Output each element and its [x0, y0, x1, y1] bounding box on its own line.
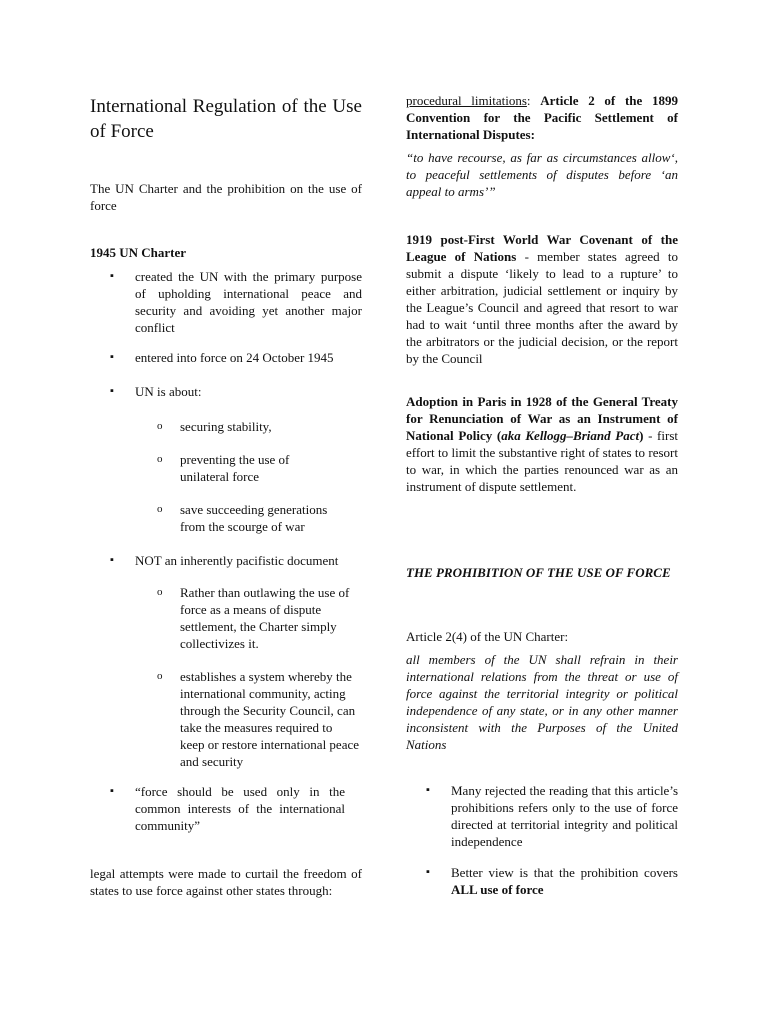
convention-1899-quote: “to have recourse, as far as circumstances allow‘, to peaceful settlements of disputes before ‘an appeal to arms’”: [406, 150, 678, 199]
un-about-list: [90, 501, 362, 535]
list-item: ▪ NOT an inherently pacifistic document: [90, 552, 362, 569]
list-item: ▪ UN is about:: [90, 383, 362, 400]
article-2-4-text: all members of the UN shall refrain in their international relations from the threat or use of force against the territorial integrity or political independence of any state, or in any other manner inconsistent with the Purposes of the United Nations: [406, 652, 678, 752]
pacifistic-sub-list: [90, 584, 362, 652]
kellogg-briand-paragraph: Adoption in Paris in 1928 of the General Treaty for Renunciation of War as an Instrument of National Policy (aka Kellogg–Briand Pact) - first effort to limit the substantive right of states to resort to war, in which the parties renounced war as an instrument of dispute settlement.: [406, 394, 678, 494]
legal-attempts-text: legal attempts were made to curtail the freedom of states to use force against other states through:: [90, 866, 362, 898]
charter-bullet-list: [90, 268, 362, 336]
article-2-4-label: Article 2(4) of the UN Charter:: [406, 629, 569, 644]
procedural-limitations-label: procedural limitations: [406, 93, 527, 108]
list-item: ▪ entered into force on 24 October 1945: [90, 349, 362, 366]
prohibition-bullet-list: [406, 782, 678, 850]
intro-text: The UN Charter and the prohibition on the use of force: [90, 181, 362, 213]
list-item: o Rather than outlawing the use of force as a means of dispute settlement, the Charter simply collectivizes it.: [90, 584, 362, 652]
convention-1899-paragraph: procedural limitations: Article 2 of the 1899 Convention for the Pacific Settlement of International Disputes:: [406, 93, 678, 142]
un-about-list: [90, 451, 362, 485]
list-item: ▪ “force should be used only in the common interests of the international community”: [90, 783, 362, 834]
list-item: o preventing the use of unilateral force: [90, 451, 362, 485]
prohibition-heading: THE PROHIBITION OF THE USE OF FORCE: [406, 565, 671, 580]
pacifistic-sub-list: [90, 668, 362, 770]
page-title: International Regulation of the Use of Force: [90, 96, 362, 142]
charter-heading: 1945 UN Charter: [90, 245, 187, 260]
list-item: o securing stability,: [90, 418, 362, 435]
list-item: o establishes a system whereby the international community, acting through the Security Council, can take the measures required to keep or restore international peace and security: [90, 668, 362, 770]
un-about-list: [90, 418, 362, 435]
charter-bullet-list: [90, 552, 362, 569]
prohibition-bullet-list: [406, 864, 678, 898]
charter-bullet-list: [90, 783, 362, 834]
list-item: ▪ Many rejected the reading that this article’s prohibitions refers only to the use of force directed at territorial integrity and political independence: [406, 782, 678, 850]
charter-bullet-list: [90, 349, 362, 366]
list-item: ▪ created the UN with the primary purpose of upholding international peace and security and avoiding yet another major conflict: [90, 268, 362, 336]
covenant-paragraph: 1919 post-First World War Covenant of the League of Nations - member states agreed to submit a dispute ‘likely to lead to a rupture’ to either arbitration, judicial settlement or inquiry by the League’s Council and agreed that resort to war had to wait ‘until three months after the award by the arbitrators or the judicial decision, or the report by the Council: [406, 232, 679, 366]
list-item: o save succeeding generations from the scourge of war: [90, 501, 362, 535]
charter-bullet-list: [90, 383, 362, 400]
list-item: ▪ Better view is that the prohibition covers ALL use of force: [406, 864, 678, 898]
